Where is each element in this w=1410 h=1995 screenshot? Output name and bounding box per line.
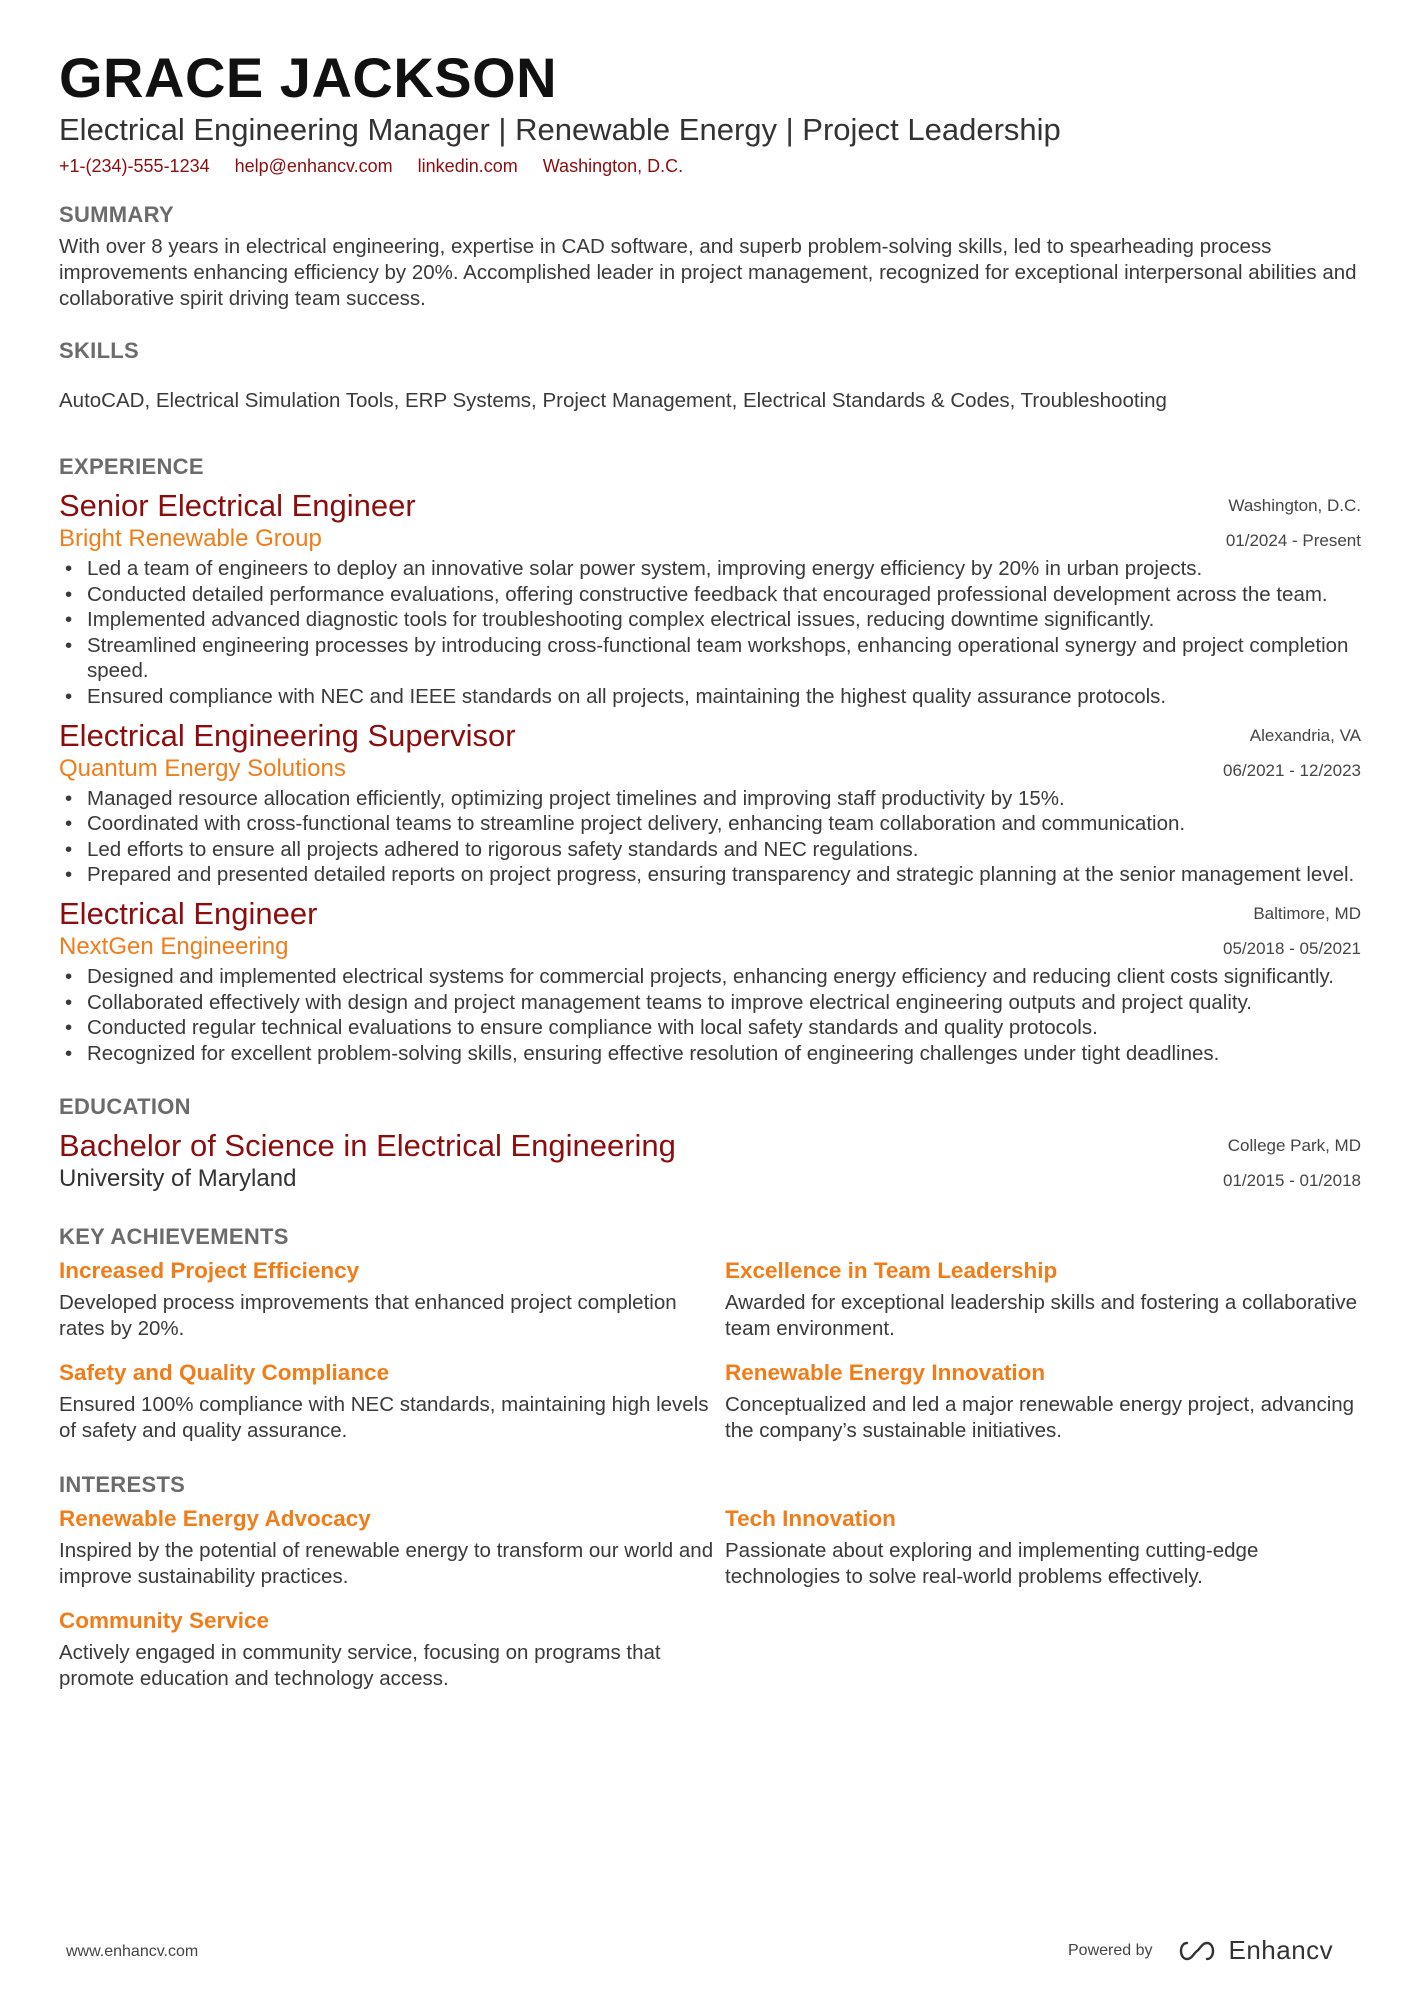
footer-branding [1068,1935,1333,1966]
achievement-title: Safety and Quality Compliance [59,1360,390,1386]
interest-title: Community Service [59,1608,270,1634]
interest-card [59,1504,725,1590]
job-meta [1226,488,1361,558]
interest-card [59,1606,725,1692]
achievements-section [59,1222,1361,1444]
job-title: Electrical Engineer [59,895,318,931]
skills-section [59,336,1361,414]
powered-by-label: Powered by [1068,1941,1153,1959]
interest-title: Tech Innovation [725,1506,896,1532]
job-bullet: • Conducted regular technical evaluations to ensure compliance with local safety standards and quality protocols. [59,1015,1361,1041]
achievement-card [725,1358,1361,1444]
job-bullet: • Ensured compliance with NEC and IEEE standards on all projects, maintaining the highest quality assurance protocols. [59,684,1361,710]
section-title-achievements: KEY ACHIEVEMENTS [59,1224,289,1250]
education-location: College Park, MD [1227,1136,1361,1156]
job-bullet: • Conducted detailed performance evaluations, offering constructive feedback that encouraged professional development across the team. [59,582,1361,608]
resume-header [59,46,1361,178]
section-title-summary: SUMMARY [59,202,174,227]
education-entry [59,1128,1361,1194]
job-title: Electrical Engineering Supervisor [59,717,516,753]
achievement-card [59,1256,725,1342]
job-location: Baltimore, MD [1253,903,1361,923]
section-title-education: EDUCATION [59,1094,191,1120]
interest-card [725,1504,1361,1590]
achievements-grid [59,1256,1361,1444]
job-bullet: • Collaborated effectively with design and project management teams to improve electrical engineering outputs and project quality. [59,990,1361,1016]
achievement-desc: Awarded for exceptional leadership skills and fostering a collaborative team environment. [725,1291,1358,1341]
achievement-title: Increased Project Efficiency [59,1258,360,1284]
job-bullet: • Implemented advanced diagnostic tools for troubleshooting complex electrical issues, reducing downtime significantly. [59,607,1361,633]
achievement-card [725,1256,1361,1342]
job-company: Bright Renewable Group [59,525,322,552]
phone-link[interactable]: +1-(234)-555-1234 [59,156,210,176]
job-bullet: • Led efforts to ensure all projects adhered to rigorous safety standards and NEC regulations. [59,837,1361,863]
job-dates: 06/2021 - 12/2023 [1222,760,1361,780]
achievement-desc: Ensured 100% compliance with NEC standards, maintaining high levels of safety and quality assurance. [59,1393,709,1443]
job-bullet: • Recognized for excellent problem-solving skills, ensuring effective resolution of engineering challenges under tight deadlines. [59,1041,1361,1067]
job-title: Senior Electrical Engineer [59,488,416,523]
achievement-desc: Developed process improvements that enhanced project completion rates by 20%. [59,1291,677,1341]
candidate-name: GRACE JACKSON [59,46,558,109]
achievement-title: Renewable Energy Innovation [725,1360,1046,1386]
school-name: University of Maryland [59,1165,297,1193]
job-company: NextGen Engineering [59,932,289,960]
section-title-experience: EXPERIENCE [59,454,204,479]
skills-text: AutoCAD, Electrical Simulation Tools, ERP Systems, Project Management, Electrical Standards & Codes, Troubleshooting [59,389,1167,412]
job-bullet: • Managed resource allocation efficiently, optimizing project timelines and improving staff productivity by 15%. [59,786,1361,812]
email-link[interactable]: help@enhancv.com [234,156,393,176]
job-bullet: • Designed and implemented electrical systems for commercial projects, enhancing energy efficiency and reducing client costs significantly. [59,964,1361,990]
education-section [59,1092,1361,1194]
job-meta [1223,718,1361,788]
job-dates: 01/2024 - Present [1225,531,1361,550]
interest-desc: Inspired by the potential of renewable energy to transform our world and improve sustainability practices. [59,1539,714,1589]
experience-entry [59,896,1361,1066]
interest-desc: Actively engaged in community service, focusing on programs that promote education and technology access. [59,1641,661,1691]
education-dates: 01/2015 - 01/2018 [1222,1171,1361,1191]
interests-grid [59,1504,1361,1692]
experience-entry [59,488,1361,710]
achievement-title: Excellence in Team Leadership [725,1258,1058,1284]
section-title-skills: SKILLS [59,338,140,363]
resume-page [59,46,1361,1692]
experience-entry [59,718,1361,888]
interest-title: Renewable Energy Advocacy [59,1506,371,1532]
contact-info [59,154,1361,178]
job-bullets [59,786,1361,888]
interests-section [59,1470,1361,1692]
linkedin-link[interactable]: linkedin.com [417,156,518,176]
interest-desc: Passionate about exploring and implementing cutting-edge technologies to solve real-world problems effectively. [725,1539,1259,1589]
summary-section [59,200,1361,312]
experience-section [59,452,1361,1066]
job-bullet: • Streamlined engineering processes by introducing cross-functional team workshops, enhancing operational synergy and project completion speed. [59,633,1361,684]
job-bullet: • Prepared and presented detailed reports on project progress, ensuring transparency and strategic planning at the senior management level. [59,862,1361,888]
achievement-card [59,1358,725,1444]
enhancv-logo-text: Enhancv [1228,1935,1334,1965]
location-text: Washington, D.C. [542,156,684,176]
enhancv-logo-icon [1175,1939,1219,1963]
education-meta [1223,1128,1361,1198]
section-title-interests: INTERESTS [59,1472,186,1498]
job-bullets [59,556,1361,710]
job-meta [1223,896,1361,966]
enhancv-logo[interactable] [1175,1935,1334,1966]
job-dates: 05/2018 - 05/2021 [1222,938,1361,958]
job-company: Quantum Energy Solutions [59,754,346,782]
achievement-desc: Conceptualized and led a major renewable energy project, advancing the company’s sustainable initiatives. [725,1393,1355,1443]
job-location: Alexandria, VA [1249,725,1361,745]
summary-text: With over 8 years in electrical engineering, expertise in CAD software, and superb problem-solving skills, led to spearheading process improvements enhancing efficiency by 20%. Accomplished leader in project management, recognized for exceptional interpersonal abilities and collaborative spirit driving team success. [59,235,1357,310]
job-bullet: • Led a team of engineers to deploy an innovative solar power system, improving energy efficiency by 20% in urban projects. [59,556,1361,582]
candidate-headline: Electrical Engineering Manager | Renewable Energy | Project Leadership [59,112,1061,147]
degree-title: Bachelor of Science in Electrical Engineering [59,1128,676,1164]
job-bullet: • Coordinated with cross-functional teams to streamline project delivery, enhancing team collaboration and communication. [59,811,1361,837]
job-bullets [59,964,1361,1066]
footer-website[interactable]: www.enhancv.com [66,1943,199,1960]
job-location: Washington, D.C. [1228,496,1361,515]
